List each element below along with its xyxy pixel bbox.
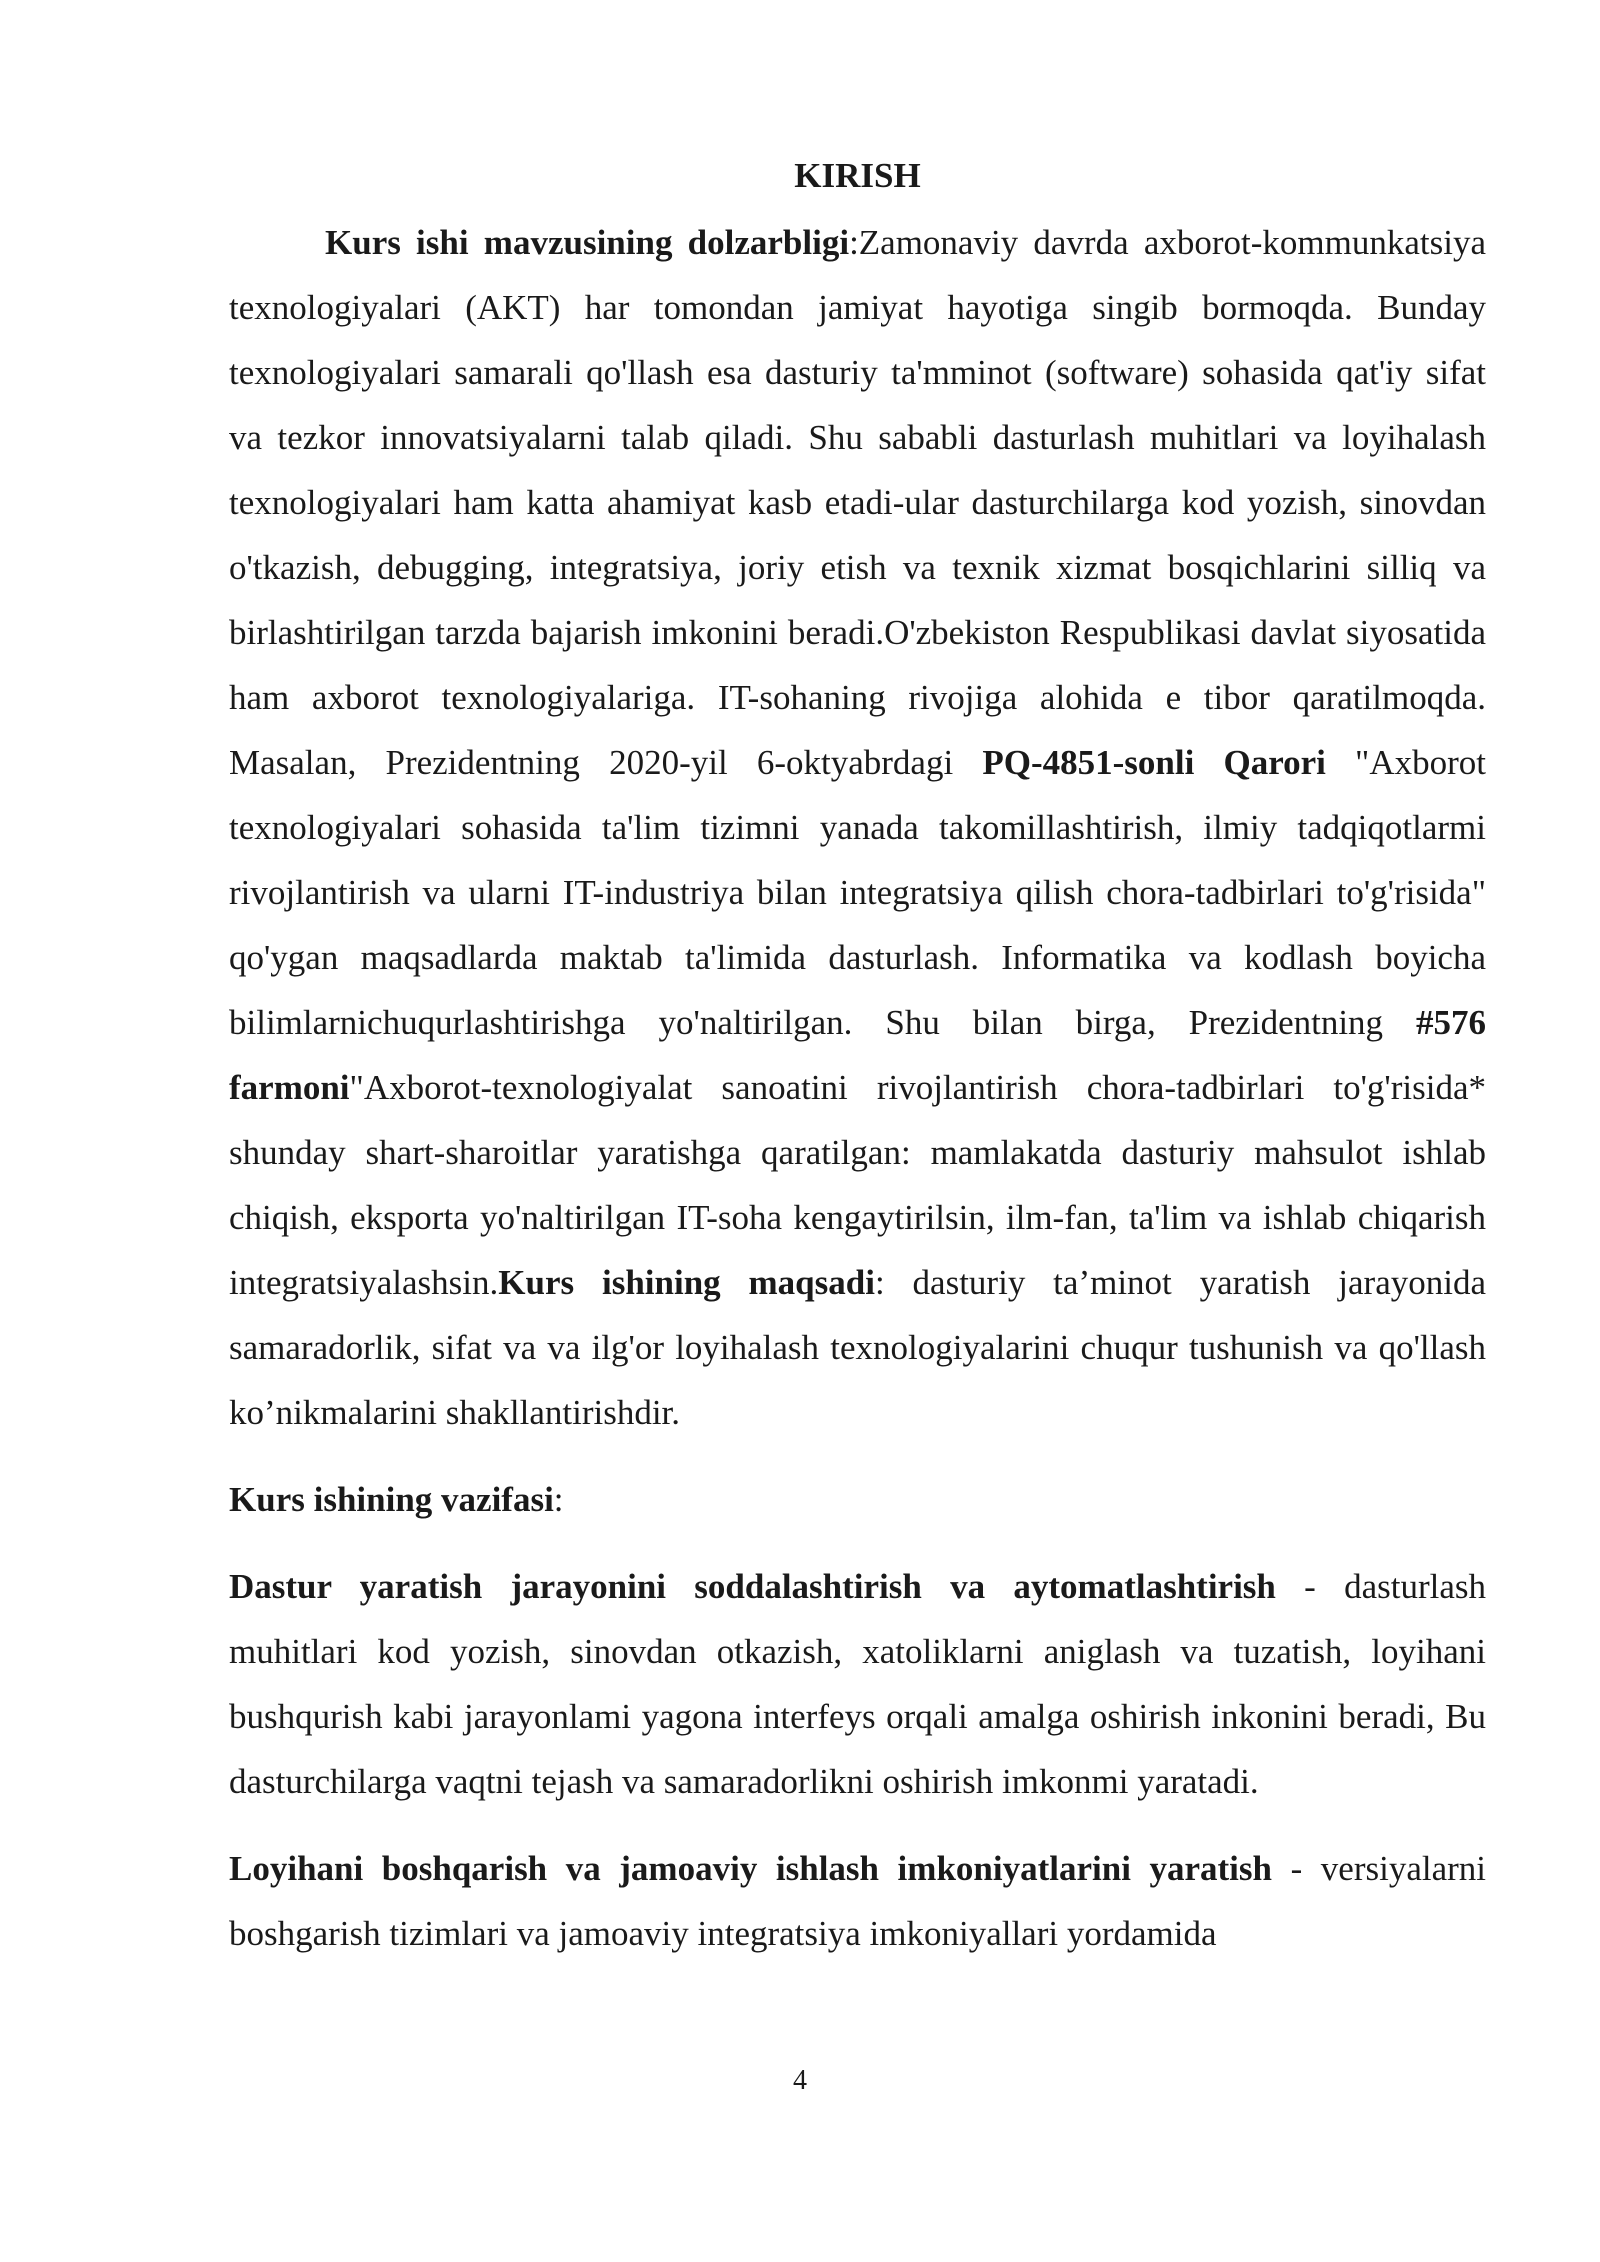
- tasks-heading: [229, 1467, 1486, 1532]
- goal-lead: Kurs ishining maqsadi: [498, 1263, 875, 1302]
- relevance-lead: Kurs ishi mavzusining dolzarbligi: [325, 223, 850, 262]
- farmon-text: "Axborot-texnologiyalat sanoatini rivojlantirish chora-tadbirlari to'g'risida* shunday shart-sharoitlar yaratishga qaratilgan: mamlakatda dasturiy mahsulot ishlab chiqish, eksporta yo'naltirilgan IT-soha kengaytirilsin, ilm-fan, ta'lim va ishlab chiqarish integratsiyalashsin.: [229, 1068, 1486, 1302]
- farmon-reference: #576 farmoni: [229, 1003, 1486, 1107]
- task-paragraph-management: [229, 1836, 1486, 1966]
- relevance-paragraph: [229, 210, 1486, 1445]
- tasks-heading-label: Kurs ishining vazifasi: [229, 1480, 554, 1519]
- task-management-text: - versiyalarni boshgarish tizimlari va jamoaviy integratsiya imkoniyallari yordamida: [229, 1849, 1486, 1953]
- task-automation-text: - dasturlash muhitlari kod yozish, sinovdan otkazish, xatoliklarni aniglash va tuzatish, loyihani bushqurish kabi jarayonlami yagona interfeys orqali amalga oshirish inkonini beradi, Bu dasturchilarga vaqtni tejash va samaradorlikni oshirish imkonmi yaratadi.: [229, 1567, 1486, 1801]
- task-paragraph-automation: [229, 1554, 1486, 1814]
- page-number: 4: [793, 2065, 807, 2096]
- decree-text: "Axborot texnologiyalari sohasida ta'lim tizimni yanada takomillashtirish, ilmiy tadqiqotlarmi rivojlantirish va ularni IT-industriya bilan integratsiya qilish chora-tadbirlari to'g'risida" qo'ygan maqsadlarda maktab ta'limida dasturlash. Informatika va kodlash boyicha bilimlarnichuqurlashtirishga yo'naltirilgan. Shu bilan birga, Prezidentning: [229, 743, 1486, 1042]
- page-content: [229, 148, 1486, 1966]
- relevance-text: :Zamonaviy davrda axborot-kommunkatsiya texnologiyalari (AKT) har tomondan jamiyat hayotiga singib bormoqda. Bunday texnologiyalari samarali qo'llash esa dasturiy ta'mminot (software) sohasida qat'iy sifat va tezkor innovatsiyalarni talab qiladi. Shu sababli dasturlash muhitlari va loyihalash texnologiyalari ham katta ahamiyat kasb etadi-ular dasturchilarga kod yozish, sinovdan o'tkazish, debugging, integratsiya, joriy etish va texnik xizmat bosqichlarini silliq va birlashtirilgan tarzda bajarish imkonini beradi.O'zbekiston Respublikasi davlat siyosatida ham axborot texnologiyalariga. IT-sohaning rivojiga alohida e tibor qaratilmoqda. Masalan, Prezidentning 2020-yil 6-oktyabrdagi: [229, 223, 1486, 782]
- tasks-heading-suffix: :: [553, 1480, 564, 1519]
- decree-reference: PQ-4851-sonli Qarori: [982, 743, 1326, 782]
- task-management-lead: Loyihani boshqarish va jamoaviy ishlash imkoniyatlarini yaratish: [229, 1849, 1272, 1888]
- goal-text: : dasturiy ta’minot yaratish jarayonida samaradorlik, sifat va va ilg'or loyihalash texnologiyalarini chuqur tushunish va qo'llash ko’nikmalarini shakllantirishdir.: [229, 1263, 1486, 1432]
- task-automation-lead: Dastur yaratish jarayonini soddalashtirish va aytomatlashtirish: [229, 1567, 1276, 1606]
- page-title: KIRISH: [794, 156, 921, 195]
